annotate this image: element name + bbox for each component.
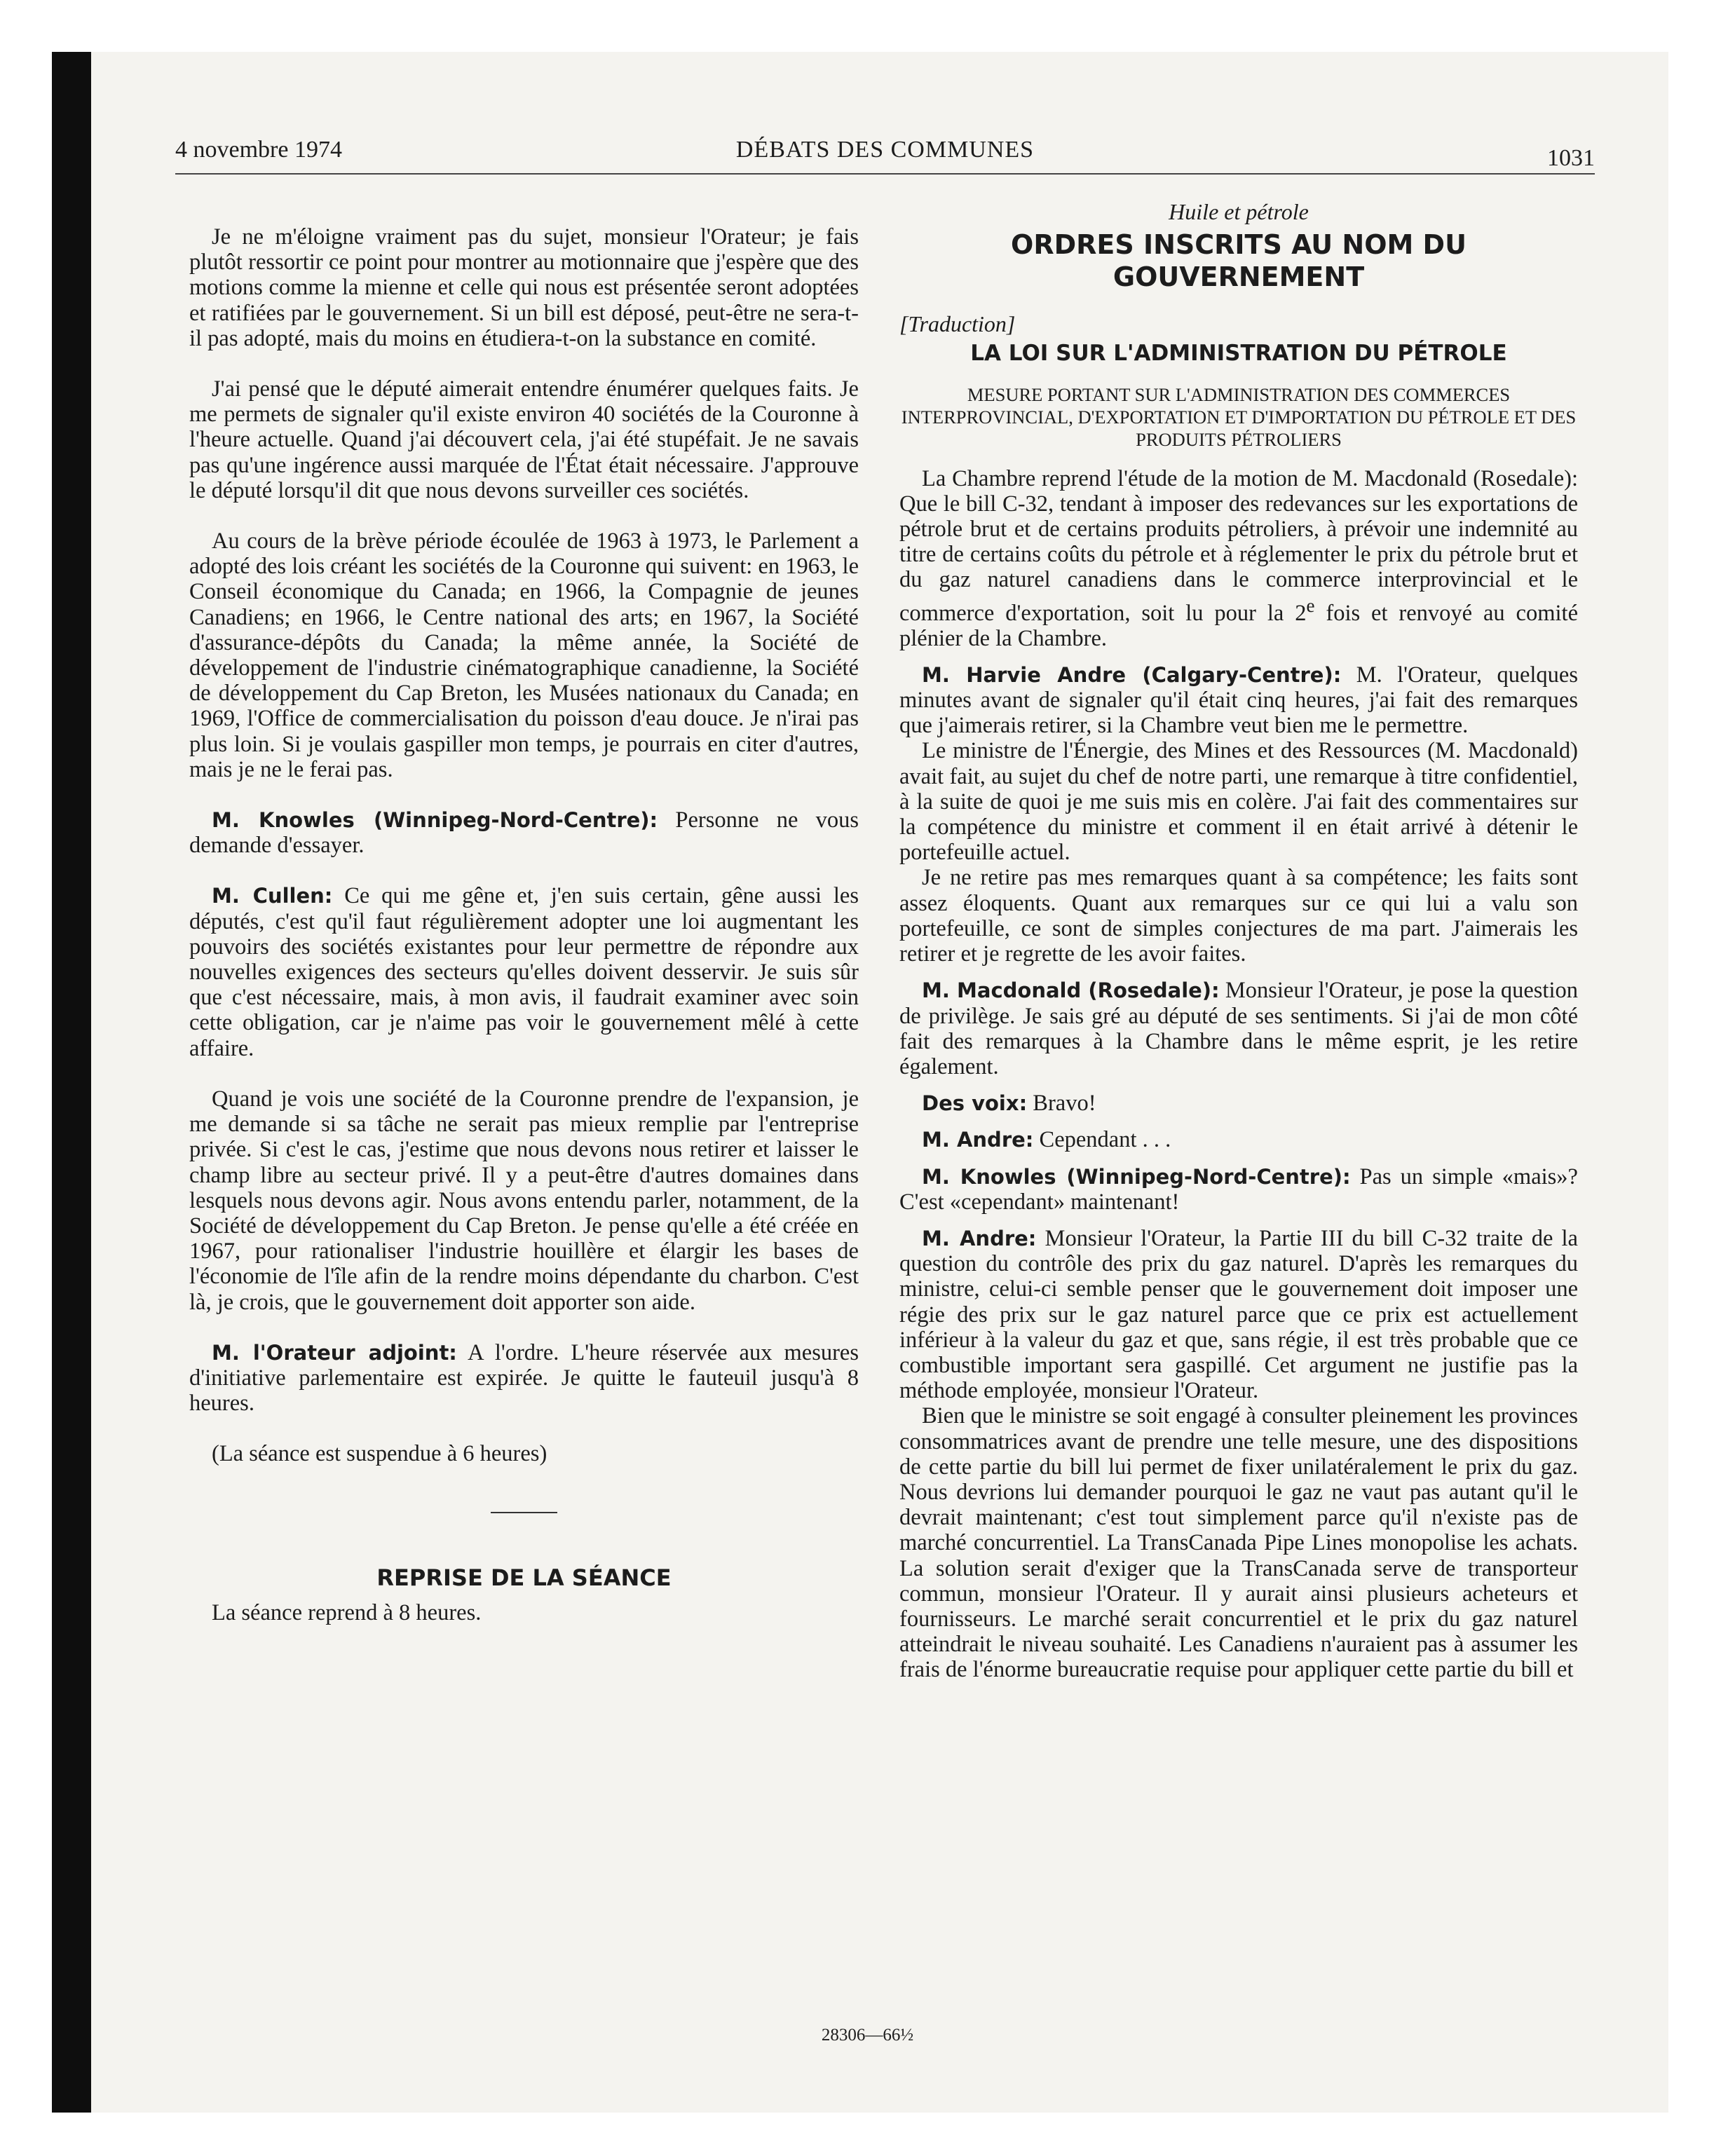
speaker-name: M. Harvie Andre (Calgary-Centre): [922, 662, 1342, 687]
speech-andre [899, 1226, 1578, 1403]
section-divider [491, 1512, 557, 1513]
paragraph: Quand je vois une société de la Couronne prendre de l'expansion, je me demande si sa tâche ne serait pas mieux remplie par l'entreprise privée. Si c'est le cas, j'estime que nous devons nous retirer et laisser le champ libre au secteur privé. Il y a peut-être d'autres domaines dans lesquels nous devons agir. Nous avons entendu parler, notamment, de la Société de développement du Cap Breton. Je pense qu'elle a été créée en 1967, pour rationaliser l'industrie houillère et élargir les bases de l'économie de l'île afin de la rendre moins dépendante du charbon. C'est là, je crois, que le gouvernement doit apporter son aide. [189, 1086, 859, 1315]
footer-code: 28306—66½ [821, 2026, 914, 2045]
mesure-heading: MESURE PORTANT SUR L'ADMINISTRATION DES COMMERCES INTERPROVINCIAL, D'EXPORTATION ET D'IMPORTATION DU PÉTROLE ET DES PRODUITS PÉTROLIERS [901, 383, 1577, 450]
paragraph: J'ai pensé que le député aimerait entendre énumérer quelques faits. Je me permets de signaler qu'il existe environ 40 sociétés de la Couronne à l'heure actuelle. Quand j'ai découvert cela, j'ai été stupéfait. Je ne savais pas qu'une ingérence aussi marquée de l'État était nécessaire. J'approuve le député lorsqu'il dit que nous devons surveiller ces sociétés. [189, 376, 859, 503]
speaker-name: M. l'Orateur adjoint: [212, 1340, 457, 1365]
motion-text-end: fois et renvoyé au comité plénier de la Chambre. [899, 600, 1578, 651]
speaker-name: M. Knowles (Winnipeg-Nord-Centre): [212, 808, 658, 833]
speech-text: A l'ordre. L'heure réservée aux mesures d'initiative parlementaire est expirée. Je quitte le fauteuil jusqu'à 8 heures. [189, 1339, 859, 1417]
speech-text: Cependant . . . [1033, 1127, 1171, 1153]
header-title: DÉBATS DES COMMUNES [735, 137, 1035, 163]
speaker-name: M. Knowles (Winnipeg-Nord-Centre): [922, 1164, 1351, 1189]
running-head: Huile et pétrole [1169, 199, 1309, 224]
speech-cullen [189, 883, 859, 1060]
speech-text: Ce qui me gêne et, j'en suis certain, gêne aussi les députés, c'est qu'il faut régulièrement adopter une loi augmentant les pouvoirs des sociétés existantes pour leur permettre de répondre aux nouvelles exigences des secteurs qu'elles doivent desservir. Je suis sûr que c'est nécessaire, mais, à mon avis, il faudrait examiner avec soin cette obligation, car je n'aime pas voir le gouvernement mêlé à cette affaire. [189, 883, 859, 1061]
motion-text: La Chambre reprend l'étude de la motion de M. Macdonald (Rosedale): Que le bill C-32, tendant à imposer des redevances sur les exportations de pétrole brut et de certains produits pétroliers, à prévoir une indemnité au titre de certains coûts du pétrole et à réglementer le prix du pétrole brut et du gaz naturel canadiens dans le commerce interprovincial et le commerce d'exportation, soit lu pour la 2 [899, 465, 1578, 626]
paragraph: Bien que le ministre se soit engagé à consulter pleinement les provinces consommatrices avant de prendre une telle mesure, une des dispositions de cette partie du bill lui permet de fixer unilatéralement le prix du gaz. Nous devrions lui demander pourquoi le gaz ne vaut pas autant qu'il le devrait maintenant; c'est tout simplement parce qu'il n'existe pas de marché concurrentiel. La TransCanada Pipe Lines monopolise les achats. La solution serait d'exiger que la TransCanada serve de transporteur commun, monsieur l'Orateur. Il y aurait ainsi plusieurs acheteurs et fournisseurs. Le marché serait concurrentiel et le prix du gaz naturel atteindrait le niveau souhaité. Les Canadiens n'auraient pas à assumer les frais de l'énorme bureaucratie requise pour appliquer cette partie du bill et [899, 1403, 1578, 1683]
ordinal-superscript: e [1306, 594, 1315, 616]
speech-orateur [189, 1340, 859, 1417]
loi-heading: LA LOI SUR L'ADMINISTRATION DU PÉTROLE [970, 341, 1507, 367]
speaker-name: M. Cullen: [212, 884, 333, 908]
paragraph: Je ne m'éloigne vraiment pas du sujet, monsieur l'Orateur; je fais plutôt ressortir ce point pour montrer au motionnaire que j'espère que des motions comme la mienne et celle qui nous est présentée seront adoptées et ratifiées par le gouvernement. Si un bill est déposé, peut-être ne sera-t-il pas adopté, mais du moins en étudiera-t-on la substance en comité. [189, 224, 859, 351]
right-column [899, 199, 1578, 1683]
scan-edge [52, 52, 91, 2113]
speech-andre [899, 662, 1578, 739]
speech-text: Bravo! [1027, 1091, 1096, 1117]
motion-paragraph [899, 466, 1578, 651]
paragraph: Je ne retire pas mes remarques quant à sa compétence; les faits sont assez éloquents. Quant aux remarques sur ce qui lui a valu son portefeuille, ce sont de simples conjectures de ma part. J'aimerais les retirer et je regrette de les avoir faites. [899, 865, 1578, 967]
header-date: 4 novembre 1974 [175, 137, 342, 163]
speaker-name: M. Macdonald (Rosedale): [922, 978, 1220, 1003]
paragraph: Le ministre de l'Énergie, des Mines et des Ressources (M. Macdonald) avait fait, au sujet du chef de notre parti, une remarque à titre confidentiel, à la suite de quoi je me suis mis en colère. J'ai fait des commentaires sur la compétence du ministre et comment il en était arrivé à détenir le portefeuille actuel. [899, 738, 1578, 866]
speaker-name: Des voix: [922, 1091, 1028, 1116]
speech-text: Personne ne vous demande d'essayer. [189, 807, 859, 859]
traduction-note: [Traduction] [899, 311, 1016, 337]
speech-text: Monsieur l'Orateur, je pose la question de privilège. Je sais gré au député de ses sentiments. Si j'ai de mon côté fait des remarques à la Chambre dans le même esprit, je les retire également. [899, 978, 1578, 1079]
speech-text: Monsieur l'Orateur, la Partie III du bill C-32 traite de la question du contrôle des prix du gaz naturel. D'après les remarques du ministre, celui-ci semble penser que le gouvernement doit imposer une régie des prix sur le gaz naturel parce que ce prix est actuellement inférieur à la valeur du gaz et que, sans régie, il est très probable que ce combustible important sera gaspillé. Cet argument ne justifie pas la méthode employée, monsieur l'Orateur. [899, 1225, 1578, 1404]
speech-macdonald [899, 978, 1578, 1079]
left-column [189, 224, 859, 1625]
speech-voix [899, 1091, 1578, 1116]
paragraph: Au cours de la brève période écoulée de 1963 à 1973, le Parlement a adopté des lois créant les sociétés de la Couronne qui suivent: en 1963, le Conseil économique du Canada; en 1966, la Compagnie de jeunes Canadiens; en 1966, le Centre national des arts; en 1967, la Société d'assurance-dépôts du Canada; la même année, la Société de développement de l'industrie cinématographique canadienne, la Société de développement du Cap Breton, les Musées nationaux du Canada; en 1969, l'Office de commercialisation du poisson d'eau douce. Je n'irai pas plus loin. Si je voulais gaspiller mon temps, je pourrais en citer d'autres, mais je ne le ferai pas. [189, 528, 859, 782]
suspension-note: (La séance est suspendue à 6 heures) [212, 1441, 547, 1467]
speech-text: M. l'Orateur, quelques minutes avant de signaler qu'il était cinq heures, j'ai fait des remarques que j'aimerais retirer, si la Chambre veut bien me le permettre. [899, 662, 1578, 739]
page-header [175, 137, 1595, 175]
speech-knowles [899, 1164, 1578, 1215]
reprise-heading: REPRISE DE LA SÉANCE [376, 1564, 672, 1591]
speech-text: Pas un simple «mais»? C'est «cependant» maintenant! [899, 1164, 1578, 1215]
reprise-text: La séance reprend à 8 heures. [212, 1599, 482, 1625]
speech-andre [899, 1127, 1578, 1152]
speech-knowles [189, 807, 859, 858]
speaker-name: M. Andre: [922, 1226, 1037, 1250]
ordres-heading: ORDRES INSCRITS AU NOM DU GOUVERNEMENT [1011, 229, 1467, 293]
page-number: 1031 [1547, 145, 1595, 171]
speaker-name: M. Andre: [922, 1128, 1034, 1152]
